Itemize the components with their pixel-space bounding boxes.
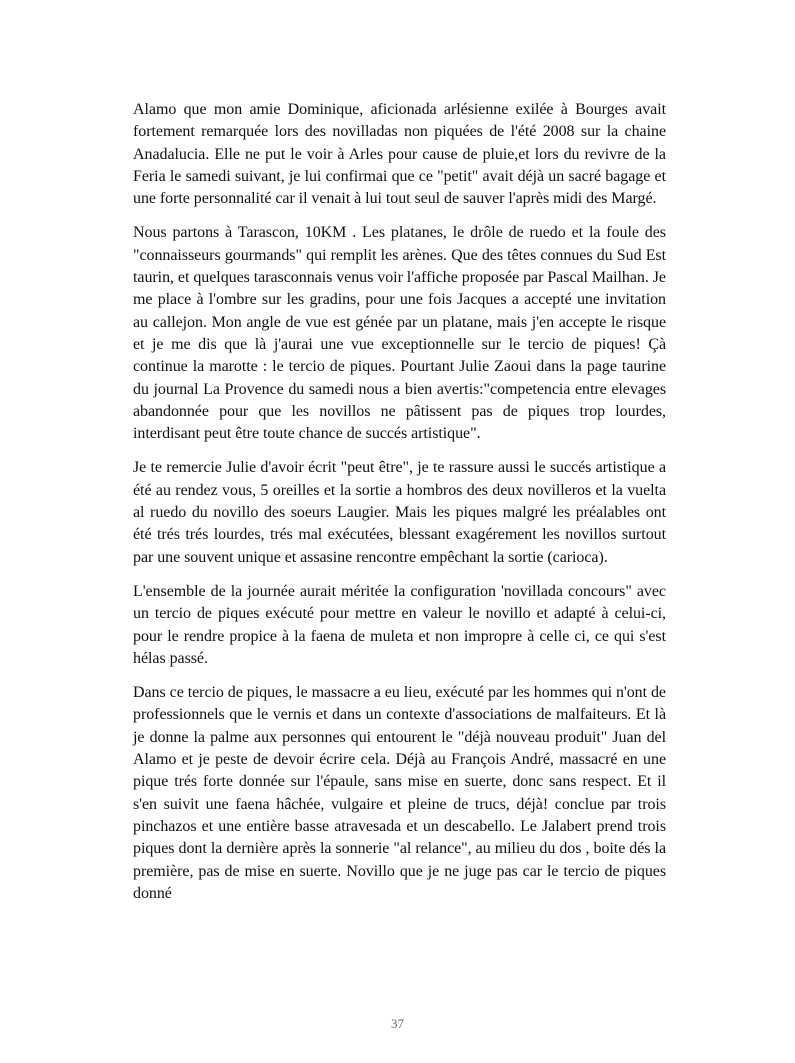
paragraph-2: Nous partons à Tarascon, 10KM . Les platanes, le drôle de ruedo et la foule des "connaisseurs gourmands" qui remplit les arènes. Que des têtes connues du Sud Est taurin, et quelques tarasconnais venus voir l'affiche proposée par Pascal Mailhan. Je me place à l'ombre sur les gradins, pour une fois Jacques a accepté une invitation au callejon. Mon angle de vue est génée par un platane, mais j'en accepte le risque et je me dis que là j'aurai une vue exceptionnelle sur le tercio de piques! Çà continue la marotte : le tercio de piques. Pourtant Julie Zaoui dans la page taurine du journal La Provence du samedi nous a bien avertis:"competencia entre elevages abandonnée pour que les novillos ne pâtissent pas de piques trop lourdes, interdisant peut être toute chance de succés artistique". xyxy=(133,224,666,443)
page-number: 37 xyxy=(391,1016,404,1031)
paragraph-4: L'ensemble de la journée aurait méritée la configuration 'novillada concours" avec un tercio de piques exécuté pour mettre en valeur le novillo et adapté à celui-ci, pour le rendre propice à la faena de muleta et non impropre à celle ci, ce qui s'est hélas passé. xyxy=(133,582,666,667)
paragraph-5: Dans ce tercio de piques, le massacre a eu lieu, exécuté par les hommes qui n'ont de professionnels que le vernis et dans un contexte d'associations de malfaiteurs. Et là je donne la palme aux personnes qui entourent le "déjà nouveau produit" Juan del Alamo et je peste de devoir écrire cela. Déjà au François André, massacré en une pique trés forte donnée sur l'épaule, sans mise en suerte, donc sans respect. Et il s'en suivit une faena hâchée, vulgaire et pleine de trucs, déjà! conclue par trois pinchazos et une entière basse atravesada et un descabello. Le Jalabert prend trois piques dont la dernière après la sonnerie "al relance", au milieu du dos , boite dés la première, pas de mise en suerte. Novillo que je ne juge pas car le tercio de piques donné xyxy=(133,684,666,902)
paragraph-1: Alamo que mon amie Dominique, aficionada arlésienne exilée à Bourges avait fortement remarquée lors des novilladas non piquées de l'été 2008 sur la chaine Anadalucia. Elle ne put le voir à Arles pour cause de pluie,et lors du revivre de la Feria le samedi suivant, je lui confirmai que ce "petit" avait déjà un sacré bagage et une forte personnalité car il venait à lui tout seul de sauver l'après midi des Margé. xyxy=(133,101,666,208)
paragraph-3: Je te remercie Julie d'avoir écrit "peut être", je te rassure aussi le succés artistique a été au rendez vous, 5 oreilles et la sortie a hombros des deux novilleros et la vuelta al ruedo du novillo des soeurs Laugier. Mais les piques malgré les préalables ont été trés trés lourdes, trés mal exécutées, blessant exagérement les novillos surtout par une souvent unique et assasine rencontre empêchant la sortie (carioca). xyxy=(133,459,666,566)
document-body xyxy=(133,99,666,917)
